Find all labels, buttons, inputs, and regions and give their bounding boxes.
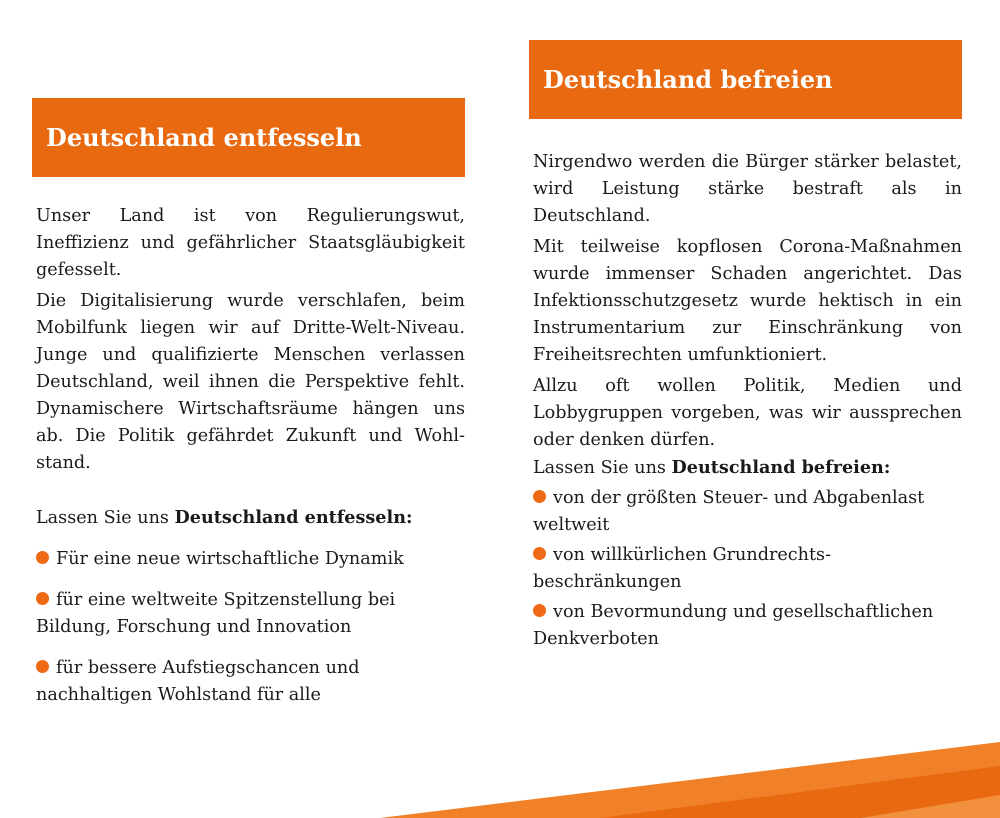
left-call-bold: Deutschland entfesseln:	[174, 507, 413, 528]
left-bullet-item-1	[36, 546, 465, 573]
left-bullet-text-3: für bessere Aufstiegschancen und nachhaltigen Wohlstand für alle	[36, 658, 360, 705]
right-heading-bar	[529, 40, 962, 119]
left-paragraph-1: Unser Land ist von Regulierungswut, Ineffizienz und gefährlicher Staatsgläubigkeit gefesselt.	[36, 206, 465, 280]
right-call-bold: Deutschland befreien:	[671, 457, 891, 478]
right-bullet-item-1	[533, 485, 962, 539]
right-heading: Deutschland befreien	[543, 65, 833, 94]
bullet-dot-icon	[533, 490, 546, 503]
left-body	[32, 203, 465, 709]
left-bullet-item-2	[36, 587, 465, 641]
left-column	[32, 98, 465, 709]
bullet-dot-icon	[36, 551, 49, 564]
right-bullet-list	[533, 485, 962, 653]
left-paragraph-2: Die Digitalisierung wurde verschlafen, beim Mobilfunk liegen wir auf Dritte-Welt-Niveau. Junge und qualifizierte Menschen verlassen Deutschland, weil ihnen die Perspektive fehlt. Dynamischere Wirtschaftsräume hängen uns ab. Die Politik gefährdet Zukunft und Wohl-stand.	[36, 291, 465, 473]
left-bullet-item-3	[36, 655, 465, 709]
bullet-dot-icon	[533, 547, 546, 560]
right-paragraph-3: Allzu oft wollen Politik, Medien und Lobbygruppen vorgeben, was wir aussprechen oder denken dürfen.	[533, 376, 962, 450]
bullet-dot-icon	[533, 604, 546, 617]
right-bullet-text-1: von der größten Steuer- und Abgabenlast weltweit	[533, 488, 925, 535]
right-bullet-text-3: von Bevormundung und gesellschaftlichen Denkverboten	[533, 602, 934, 649]
bullet-dot-icon	[36, 592, 49, 605]
left-bullet-text-2: für eine weltweite Spitzenstellung bei Bildung, Forschung und Innovation	[36, 590, 396, 637]
left-bullet-text-1: Für eine neue wirtschaftliche Dynamik	[56, 549, 404, 569]
left-heading: Deutschland entfesseln	[46, 123, 362, 152]
right-call-prefix: Lassen Sie uns	[533, 458, 672, 478]
left-heading-bar	[32, 98, 465, 177]
right-column	[529, 40, 962, 653]
right-body	[529, 149, 962, 653]
left-call-prefix: Lassen Sie uns	[36, 508, 175, 528]
right-paragraph-1: Nirgendwo werden die Bürger stärker belastet, wird Leistung stärke bestraft als in Deutschland.	[533, 152, 962, 226]
right-bullet-item-2	[533, 542, 962, 596]
right-bullet-item-3	[533, 599, 962, 653]
bullet-dot-icon	[36, 660, 49, 673]
right-paragraph-2: Mit teilweise kopflosen Corona-Maßnahmen wurde immenser Schaden angerichtet. Das Infektionsschutzgesetz wurde hektisch in ein Instrumentarium zur Einschränkung von Freiheitsrechten umfunktioniert.	[533, 237, 962, 365]
left-bullet-list	[36, 546, 465, 709]
right-bullet-text-2: von willkürlichen Grundrechtsbeschränkungen	[533, 545, 832, 592]
right-call-to-action	[533, 454, 962, 482]
left-call-to-action	[36, 504, 465, 532]
